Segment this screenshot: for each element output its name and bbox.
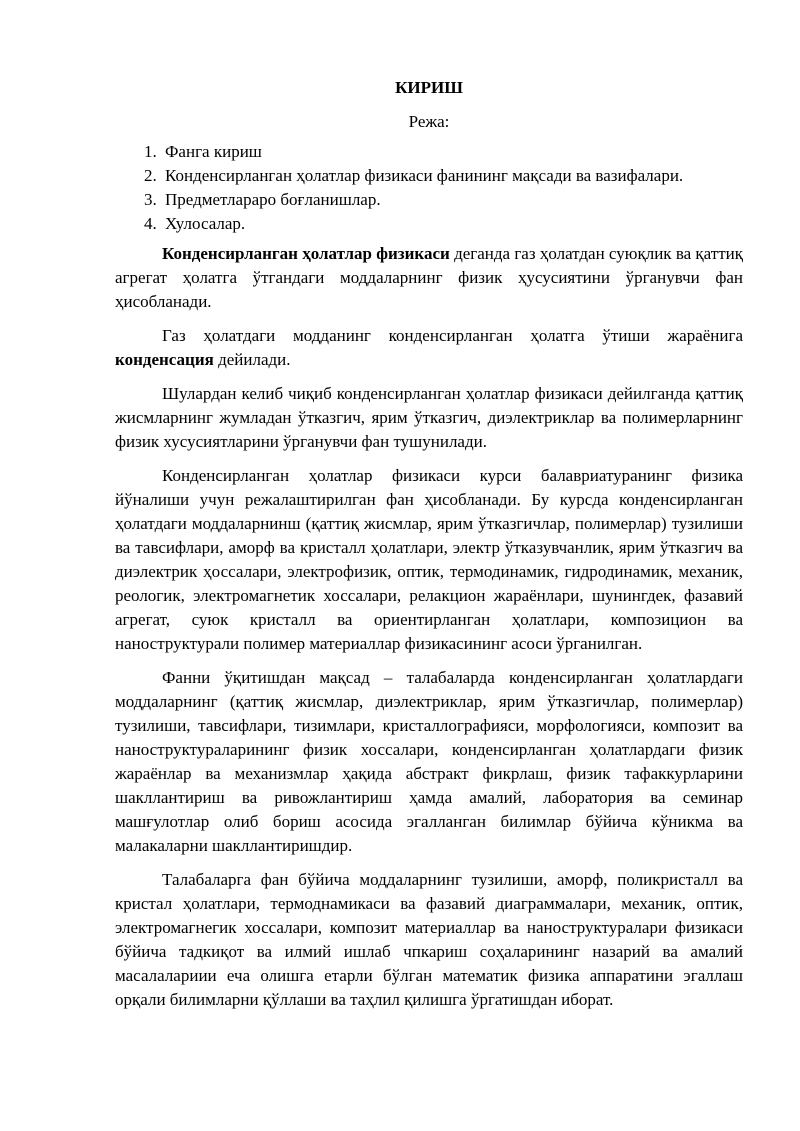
paragraph-text: Газ ҳолатдаги модданинг конденсирланган ҳолатга ўтиши жараёнига [162,326,743,345]
paragraph-text: Шулардан келиб чиқиб конденсирланган ҳолатлар физикаси дейилганда қаттиқ жисмларнинг жумладан ўтказгич, ярим ўтказгич, диэлектриклар ва полимерларнинг физик хусусиятларини ўрганувчи фан тушунилади. [115,384,743,451]
paragraph-text: деганда газ ҳолатдан суюқлик ва қаттиқ агрегат ҳолатга ўтгандаги моддаларнинг физик ҳусусиятини ўрганувчи фан ҳисобланади. [115,244,743,311]
paragraph-text: дейилади. [213,350,291,369]
plan-item: 2. Конденсирланган ҳолатлар физикаси фанининг мақсади ва вазифалари. [161,164,743,188]
paragraph-text: Конденсирланган ҳолатлар физикаси курси балавриатуранинг физика йўналиши учун режалаштирилган фан ҳисобланади. Бу курсда конденсирланган ҳолатдаги моддаларнинш (қаттиқ жисмлар, ярим ўтказгичлар, полимерлар) тузилиши ва тавсифлари, аморф ва кристалл ҳолатлари, электр ўтказувчанлик, ярим ўтказгич ва диэлектрик ҳоссалари, электрофизик, оптик, термодинамик, гидродинамик, механик, реологик, электромагнетик хоссалари, релакцион жараёнлари, шунингдек, фазавий агрегат, суюк кристалл ва ориентирланган ҳолатлари, композицион ва наноструктурали полимер материаллар физикасининг асоси ўрганилган. [115,466,743,653]
paragraph-text: Фанни ўқитишдан мақсад – талабаларда конденсирланган ҳолатлардаги моддаларнинг (қаттиқ жисмлар, диэлектриклар, ярим ўтказгичлар, полимерлар) тузилиши, тавсифлари, тизимлари, кристаллографияси, морфологияси, композит ва наноструктураларининг физик хоссалари, конденсирланган ҳолатлардаги физик жараёнлар ва механизмлар ҳақида абстракт фикрлаш, физик тафаккурларини шакллантириш ва ривожлантириш ҳамда амалий, лаборатория ва семинар машғулотлар олиб бориш асосида эгалланган билимлар бўйича кўникма ва малакаларни шакллантиришдир. [115,668,743,855]
paragraph-text: Талабаларга фан бўйича моддаларнинг тузилиши, аморф, поликристалл ва кристал ҳолатлари, термоднамикаси ва фазавий диаграммалари, механик, оптик, электромагнегик хоссалари, композит материаллар ва наноструктуралари физикаси бўйича тадкиқот ва илмий ишлаб чпкариш соҳаларининг назарий ва амалий масалалариии еча олишга етарли бўлган математик физика аппаратини эгаллаш орқали билимларни қўллаши ва таҳлил қилишга ўргатишдан иборат. [115,870,743,1009]
plan-list [115,140,743,236]
plan-heading: Режа: [408,112,450,131]
plan-item: 3. Предметлараро боғланишлар. [161,188,743,212]
plan-item: 1. Фанга кириш [161,140,743,164]
paragraph-condensation [115,324,743,372]
bold-term: конденсация [115,350,214,369]
page-title: КИРИШ [395,78,463,97]
bold-term: Конденсирланган ҳолатлар физикаси [162,244,450,263]
plan-item: 4. Хулосалар. [161,212,743,236]
paragraph-definition [115,242,743,314]
